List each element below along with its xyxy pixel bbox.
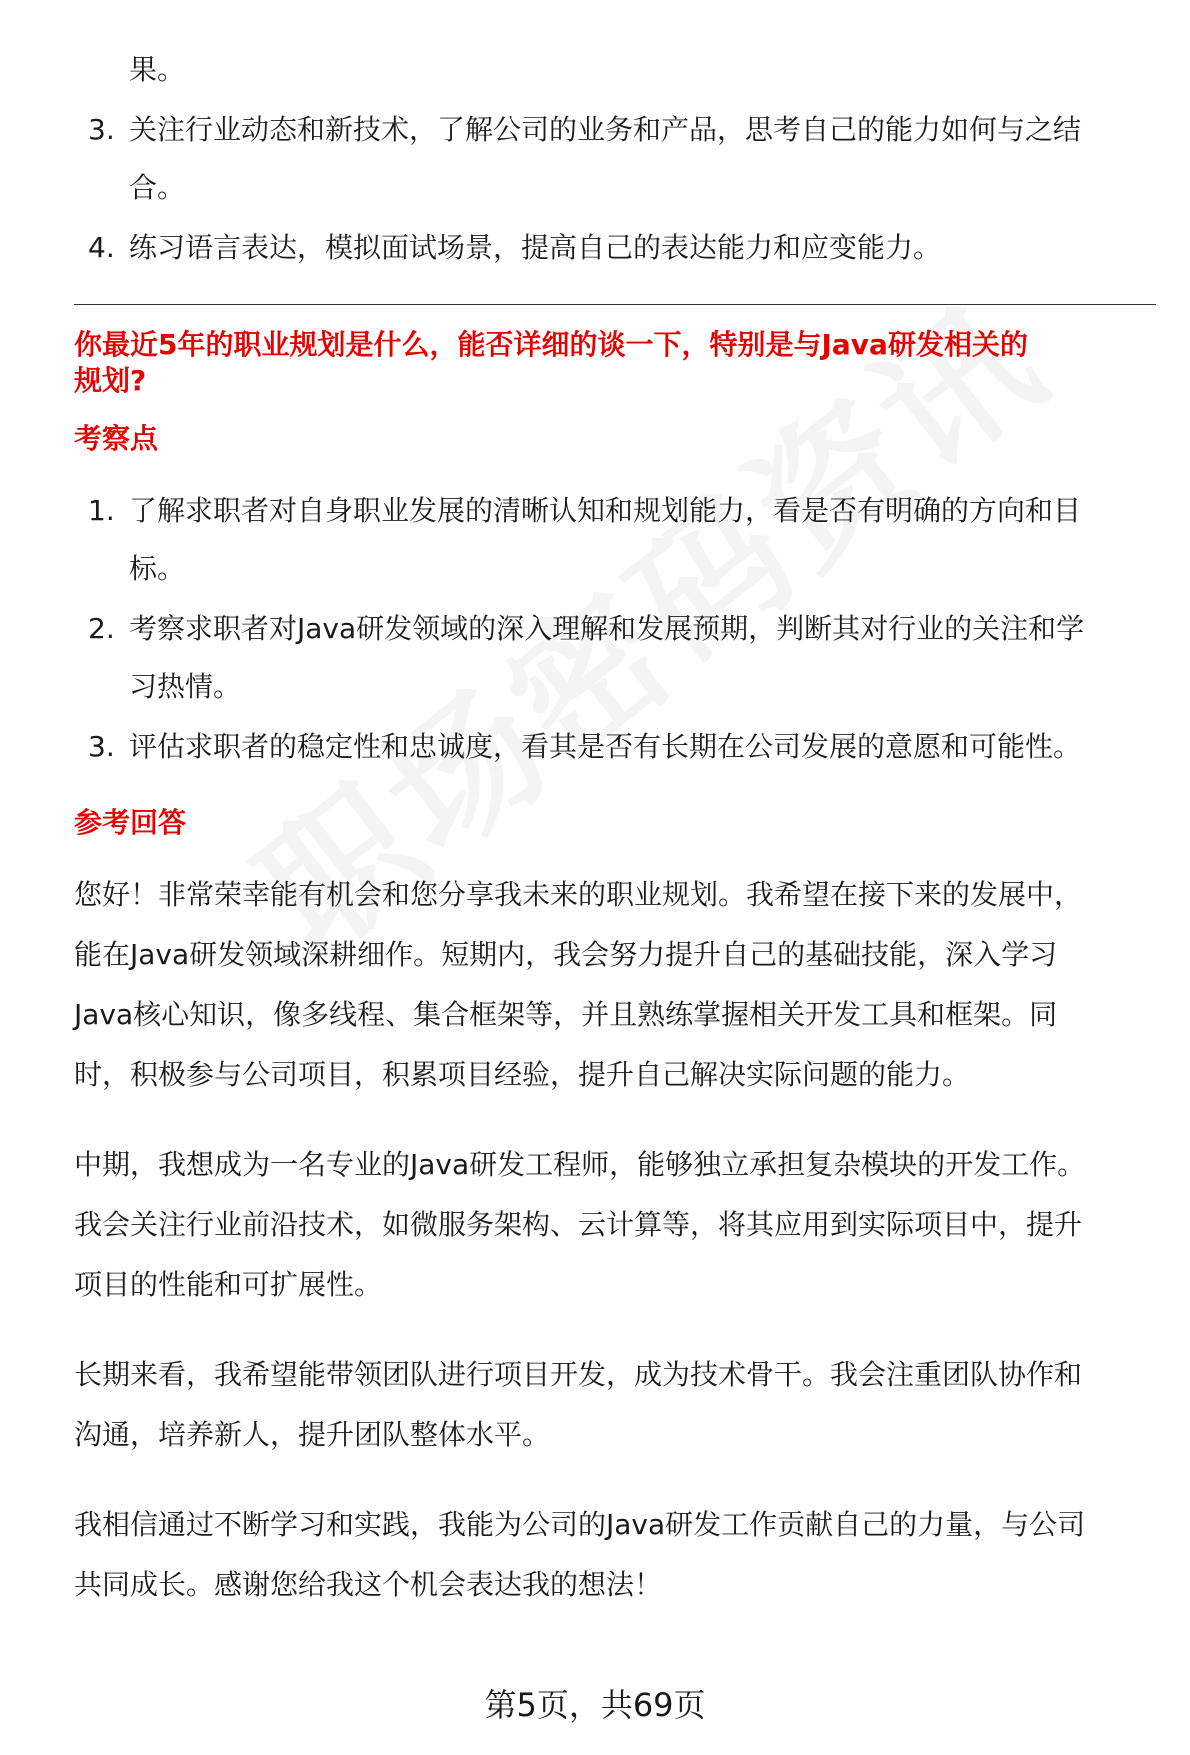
list-item — [74, 481, 1156, 541]
answer-line: 我相信通过不断学习和实践，我能为公司的Java研发工作贡献自己的力量，与公司 — [74, 1508, 1086, 1541]
list-item-continuation: 合。 — [129, 171, 186, 204]
prev-list-cont — [74, 218, 1156, 278]
section-divider — [74, 304, 1156, 305]
answer-line: Java核心知识，像多线程、集合框架等，并且熟练掌握相关开发工具和框架。同 — [74, 998, 1058, 1031]
prev-list-item-2-continuation: 果。 — [129, 53, 186, 86]
answer-line: 中期，我想成为一名专业的Java研发工程师，能够独立承担复杂模块的开发工作。 — [74, 1148, 1086, 1181]
points-heading: 考察点 — [74, 422, 159, 455]
list-item-number: 3. — [88, 113, 115, 146]
list-item — [74, 599, 1156, 659]
list-item-number: 4. — [88, 231, 115, 264]
answer-line: 项目的性能和可扩展性。 — [74, 1268, 383, 1301]
list-item — [74, 100, 1156, 160]
page-number: 第5页，共69页 — [484, 1686, 706, 1724]
answer-line: 长期来看，我希望能带领团队进行项目开发，成为技术骨干。我会注重团队协作和 — [74, 1358, 1083, 1391]
list-item-text: 了解求职者对自身职业发展的清晰认知和规划能力，看是否有明确的方向和目 — [129, 494, 1082, 527]
list-item-continuation: 标。 — [129, 552, 186, 585]
list-item-text: 关注行业动态和新技术，了解公司的业务和产品，思考自己的能力如何与之结 — [129, 113, 1082, 146]
answer-paragraph — [74, 1495, 1156, 1615]
answer-line: 时，积极参与公司项目，积累项目经验，提升自己解决实际问题的能力。 — [74, 1058, 971, 1091]
list-item-number: 1. — [88, 494, 115, 527]
list-item-text: 练习语言表达，模拟面试场景，提高自己的表达能力和应变能力。 — [129, 231, 942, 264]
list-item — [74, 218, 1156, 278]
list-item-text: 评估求职者的稳定性和忠诚度，看其是否有长期在公司发展的意愿和可能性。 — [129, 730, 1082, 763]
answer-line: 能在Java研发领域深耕细作。短期内，我会努力提升自己的基础技能，深入学习 — [74, 938, 1058, 971]
list-item-continuation: 习热情。 — [129, 670, 242, 703]
answer-heading: 参考回答 — [74, 806, 187, 839]
answer-line: 共同成长。感谢您给我这个机会表达我的想法！ — [74, 1568, 663, 1601]
answer-paragraph — [74, 1345, 1156, 1465]
list-item — [74, 717, 1156, 777]
answer-line: 您好！非常荣幸能有机会和您分享我未来的职业规划。我希望在接下来的发展中， — [74, 878, 1083, 911]
answer-paragraph — [74, 1135, 1156, 1315]
answer-line: 我会关注行业前沿技术，如微服务架构、云计算等，将其应用到实际项目中，提升 — [74, 1208, 1083, 1241]
answer-paragraph — [74, 865, 1156, 1105]
points-list-2 — [74, 599, 1156, 659]
list-item-text: 考察求职者对Java研发领域的深入理解和发展预期，判断其对行业的关注和学 — [129, 612, 1085, 645]
page-content — [74, 40, 1156, 1615]
answer-body — [74, 865, 1156, 1615]
prev-list — [74, 100, 1156, 160]
points-list-3 — [74, 717, 1156, 777]
list-item-number: 2. — [88, 612, 115, 645]
list-item-number: 3. — [88, 730, 115, 763]
answer-line: 沟通，培养新人，提升团队整体水平。 — [74, 1418, 551, 1451]
question-title: 你最近5年的职业规划是什么，能否详细的谈一下，特别是与Java研发相关的规划? — [74, 328, 1028, 397]
points-list — [74, 481, 1156, 541]
